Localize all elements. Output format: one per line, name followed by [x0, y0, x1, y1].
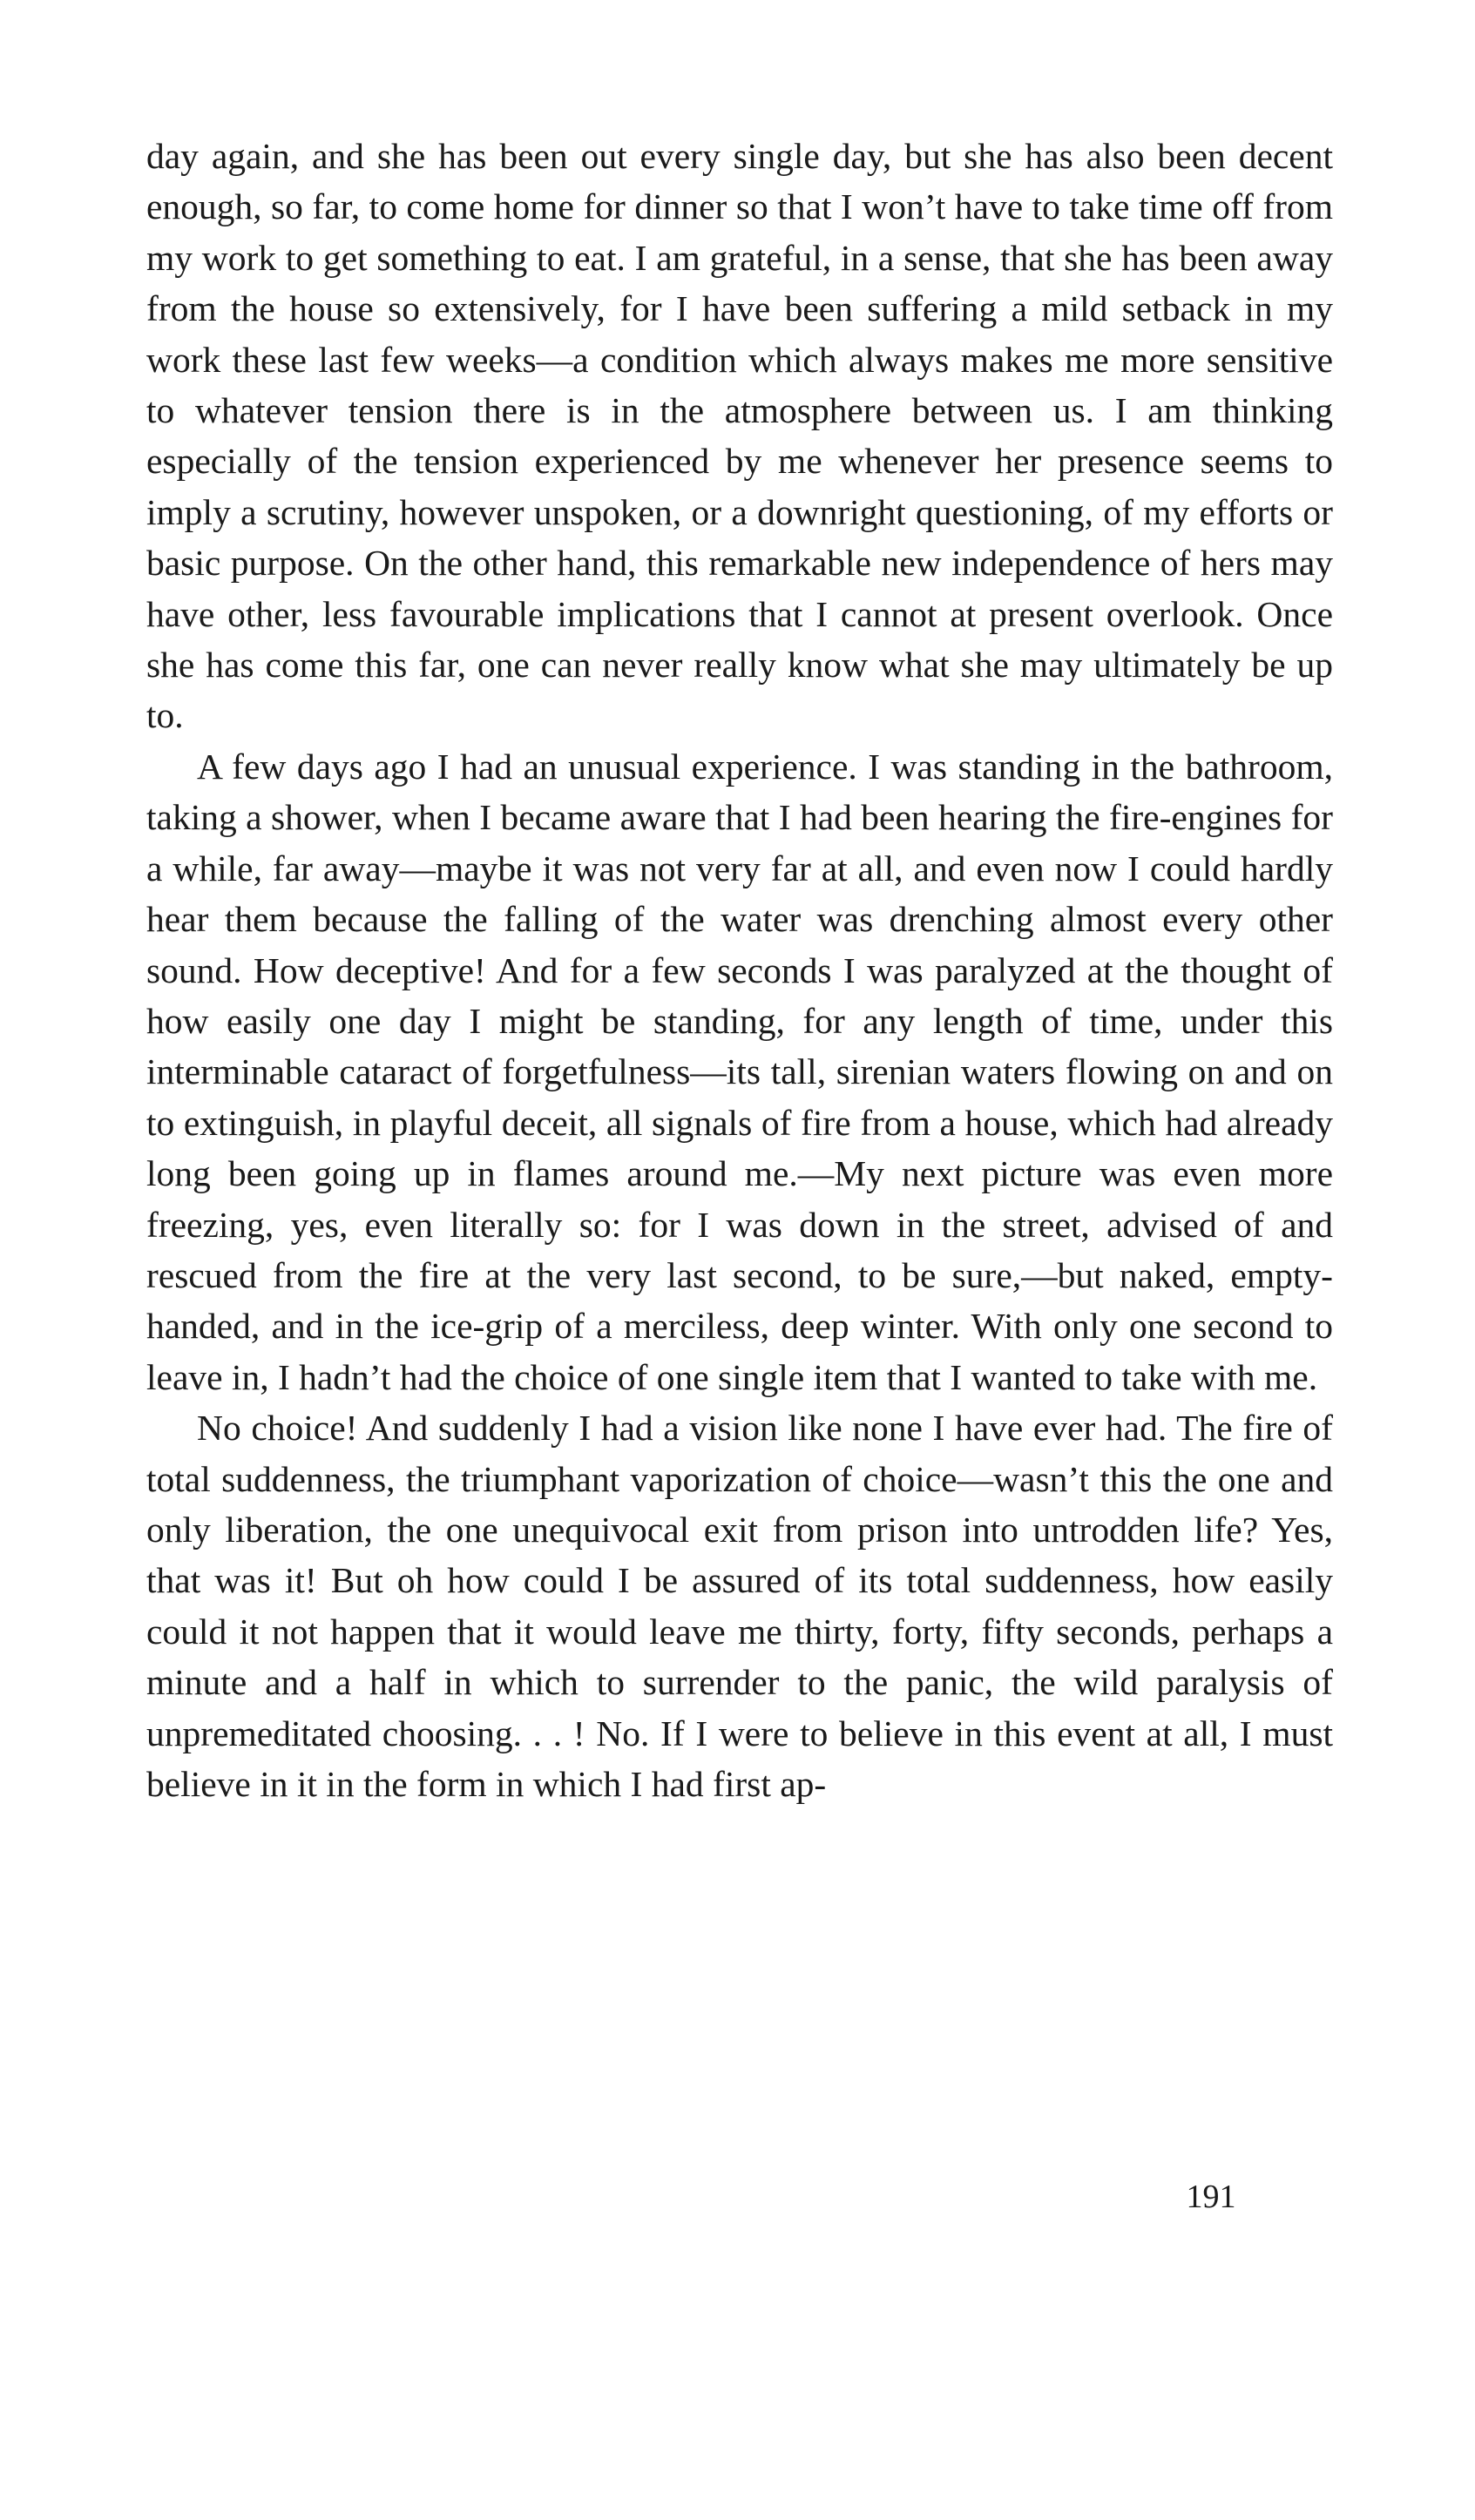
paragraph-1: day again, and she has been out every single day, but she has also been decent enough, so far, to come home for dinner so that I won’t have to take time off from my work to get something to eat. I am grateful, in a sense, that she has been away from the house so extensively, for I have been suffering a mild setback in my work these last few weeks—a condition which always makes me more sensitive to whatever tension there is in the atmosphere between us. I am thinking especially of the tension experienced by me whenever her presence seems to imply a scrutiny, however unspoken, or a downright questioning, of my efforts or basic purpose. On the other hand, this remarkable new independence of hers may have other, less favourable implications that I cannot at present overlook. Once she has come this far, one can never really know what she may ultimately be up to. — [146, 136, 1333, 736]
body-text — [146, 131, 1333, 1809]
paragraph-3: No choice! And suddenly I had a vision like none I have ever had. The fire of total suddenness, the triumphant vaporization of choice—wasn’t this the one and only liberation, the one unequivocal exit from prison into untrodden life? Yes, that was it! But oh how could I be assured of its total suddenness, how easily could it not happen that it would leave me thirty, forty, fifty seconds, perhaps a minute and a half in which to surrender to the panic, the wild paralysis of unpremeditated choosing. . . ! No. If I were to believe in this event at all, I must believe in it in the form in which I had first ap- — [146, 1408, 1333, 1804]
paragraph-2: A few days ago I had an unusual experience. I was standing in the bathroom, taking a shower, when I became aware that I had been hearing the fire-engines for a while, far away—maybe it was not very far at all, and even now I could hardly hear them because the falling of the water was drenching almost every other sound. How deceptive! And for a few seconds I was paralyzed at the thought of how easily one day I might be standing, for any length of time, under this interminable cataract of forgetfulness—its tall, sirenian waters flowing on and on to extinguish, in playful deceit, all signals of fire from a house, which had already long been going up in flames around me.—My next picture was even more freezing, yes, even literally so: for I was down in the street, advised of and rescued from the fire at the very last second, to be sure,—but naked, empty-handed, and in the ice-grip of a merciless, deep winter. With only one second to leave in, I hadn’t had the choice of one single item that I wanted to take with me. — [146, 746, 1333, 1397]
page-number: 191 — [1186, 2179, 1236, 2215]
